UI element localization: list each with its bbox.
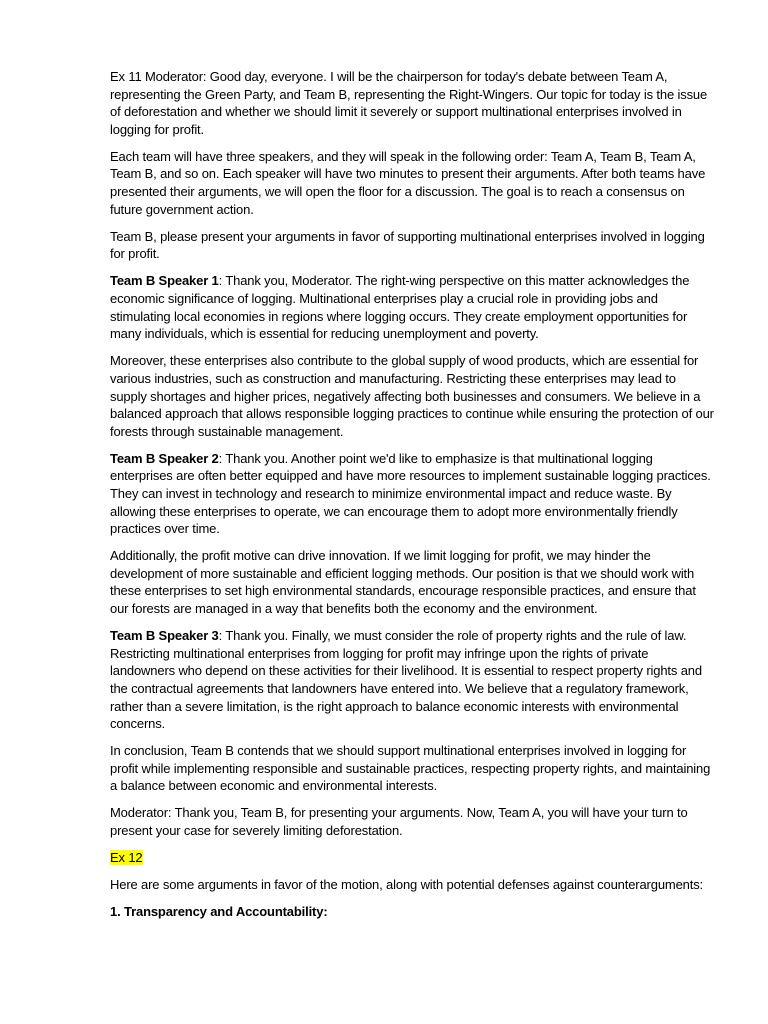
speaker-2-continuation-paragraph: Additionally, the profit motive can drive innovation. If we limit logging for profit, we may hinder the development of more sustainable and efficient logging methods. Our position is that we should work with these enterprises to set high environmental standards, encourage responsible practices, and ensure that our forests are managed in a way that benefits both the economy and the environment.	[110, 548, 696, 617]
exercise-12-label: Ex 12	[110, 850, 143, 866]
moderator-closing-paragraph: Moderator: Thank you, Team B, for presenting your arguments. Now, Team A, you will have your turn to present your case for severely limiting deforestation.	[110, 805, 688, 839]
speaker-1-text: : Thank you, Moderator. The right-wing perspective on this matter acknowledges the economic significance of logging. Multinational enterprises play a crucial role in providing jobs and stimulating local economies in regions where logging occurs. They create employment opportunities for many individuals, which is essential for reducing unemployment and poverty.	[110, 273, 690, 342]
transparency-heading: 1. Transparency and Accountability:	[110, 904, 328, 920]
speaker-1-continuation-paragraph: Moreover, these enterprises also contribute to the global supply of wood products, which are essential for various industries, such as construction and manufacturing. Restricting these enterprises may lead to supply shortages and higher prices, negatively affecting both businesses and consumers. We believe in a balanced approach that allows responsible logging practices to continue while ensuring the protection of our forests through sustainable management.	[110, 353, 714, 439]
exercise-label-paragraph	[110, 849, 714, 867]
arguments-intro-paragraph: Here are some arguments in favor of the motion, along with potential defenses against counterarguments:	[110, 877, 704, 893]
speaker-3-label: Team B Speaker 3	[110, 628, 219, 644]
debate-rules-paragraph: Each team will have three speakers, and they will speak in the following order: Team A, Team B, Team A, Team B, and so on. Each speaker will have two minutes to present their arguments. After both teams have presented their arguments, we will open the floor for a discussion. The goal is to reach a consensus on future government action.	[110, 148, 706, 217]
speaker-1-paragraph	[110, 272, 714, 342]
speaker-3-paragraph	[110, 627, 714, 733]
speaker-1-label: Team B Speaker 1	[110, 273, 219, 289]
conclusion-paragraph: In conclusion, Team B contends that we should support multinational enterprises involved in logging for profit while implementing responsible and sustainable practices, respecting property rights, and maintaining a balance between economic and environmental interests.	[110, 743, 711, 794]
speaker-2-text: : Thank you. Another point we'd like to emphasize is that multinational logging enterprises are often better equipped and have more resources to implement sustainable logging practices. They can invest in technology and research to minimize environmental impact and reduce waste. By allowing these enterprises to operate, we can encourage them to adopt more environmentally friendly practices over time.	[110, 450, 711, 537]
document-page	[110, 68, 714, 930]
speaker-2-label: Team B Speaker 2	[110, 450, 219, 466]
team-b-prompt-paragraph: Team B, please present your arguments in favor of supporting multinational enterprises involved in logging for profit.	[110, 228, 705, 262]
speaker-2-paragraph	[110, 450, 714, 538]
moderator-intro-paragraph: Ex 11 Moderator: Good day, everyone. I will be the chairperson for today's debate between Team A, representing the Green Party, and Team B, representing the Right-Wingers. Our topic for today is the issue of deforestation and whether we should limit it severely or support multinational enterprises involved in logging for profit.	[110, 69, 708, 137]
speaker-3-text: : Thank you. Finally, we must consider the role of property rights and the rule of law. Restricting multinational enterprises from logging for profit may infringe upon the rights of private landowners who depend on these activities for their livelihood. It is essential to respect property rights and the contractual agreements that landowners have entered into. We believe that a regulatory framework, rather than a severe limitation, is the right approach to balance economic interests with environmental concerns.	[110, 628, 702, 732]
